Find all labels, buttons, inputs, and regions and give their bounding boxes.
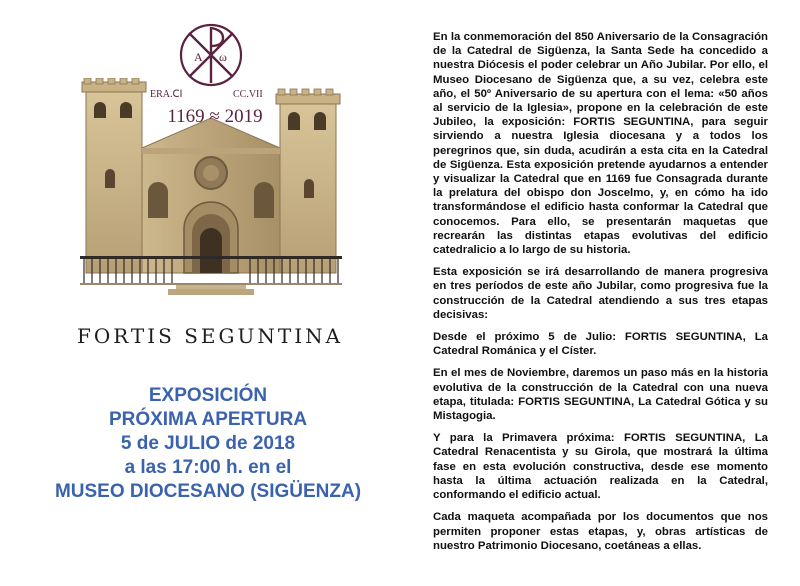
announcement-line: 5 de JULIO de 2018: [120, 433, 296, 454]
paragraph: Cada maqueta acompañada por los documentos que nos permiten proponer estas etapas, y, obras artísticas de nuestro Patrimonio Diocesano, coetáneas a ellas.: [433, 511, 768, 552]
paragraph: En la conmemoración del 850 Aniversario de la Consagración de la Catedral de Sigüenza, la Santa Sede ha concedido a nuestra Diócesis el poder celebrar un Año Jubilar. Por ello, el Museo Diocesano de Sigüenza que, a su vez, celebra este año, el 50º Aniversario de su apertura con el lema: «50 años al servicio de la Iglesia», propone en la celebración de este Jubileo, la exposición: FORTIS SEGUNTINA, para seguir sirviendo a nuestra Iglesia diocesana y a todos los peregrinos que, sin duda, acudirán a esta cita en la Catedral de Sigüenza. Esta exposición pretende ayudarnos a entender y visualizar la Catedral que en 1169 fue Consagrada durante la prelatura del obispo don Joscelmo, y, en cómo ha ido transformándose el edificio hasta conformar la Catedral que conocemos. Para ello, se presentarán maquetas que recrearán las distintas etapas evolutivas del edificio catedralicio a lo largo de su historia.: [433, 31, 768, 257]
opening-announcement: [0, 384, 416, 504]
description-text: [433, 30, 768, 561]
era-right-label: CC.VII: [233, 89, 263, 100]
omega-glyph: ω: [219, 50, 227, 64]
exhibition-brand: FORTIS SEGUNTINA: [76, 324, 344, 348]
paragraph: Y para la Primavera próxima: FORTIS SEGUNTINA, La Catedral Renacentista y su Girola, que mostrará la última fase en esta evolución constructiva, desde ese momento hasta la última actuación realizada en la Catedral, conformando el edificio actual.: [433, 432, 768, 502]
announcement-line: a las 17:00 h. en el: [124, 457, 292, 478]
announcement-line: PRÓXIMA APERTURA: [108, 409, 308, 430]
paragraph: Esta exposición se irá desarrollando de manera progresiva en tres períodos de este año Jubilar, como progresiva fue la construcción de la Catedral atendiendo a sus tres etapas decisivas:: [433, 266, 768, 321]
announcement-line: MUSEO DIOCESANO (SIGÜENZA): [54, 481, 362, 502]
alpha-glyph: A: [194, 50, 203, 64]
era-left-label: ERA.ⅭⅠ: [150, 89, 183, 100]
paragraph: En el mes de Noviembre, daremos un paso más en la historia evolutiva de la construcción de la Catedral con una nueva etapa, titulada: FORTIS SEGUNTINA, La Catedral Gótica y su Mistagogia.: [433, 367, 768, 423]
jubilee-years: 1169 ≈ 2019: [167, 106, 263, 127]
announcement-line: EXPOSICIÓN: [148, 385, 268, 406]
paragraph: Desde el próximo 5 de Julio: FORTIS SEGUNTINA, La Catedral Románica y el Císter.: [433, 331, 768, 358]
